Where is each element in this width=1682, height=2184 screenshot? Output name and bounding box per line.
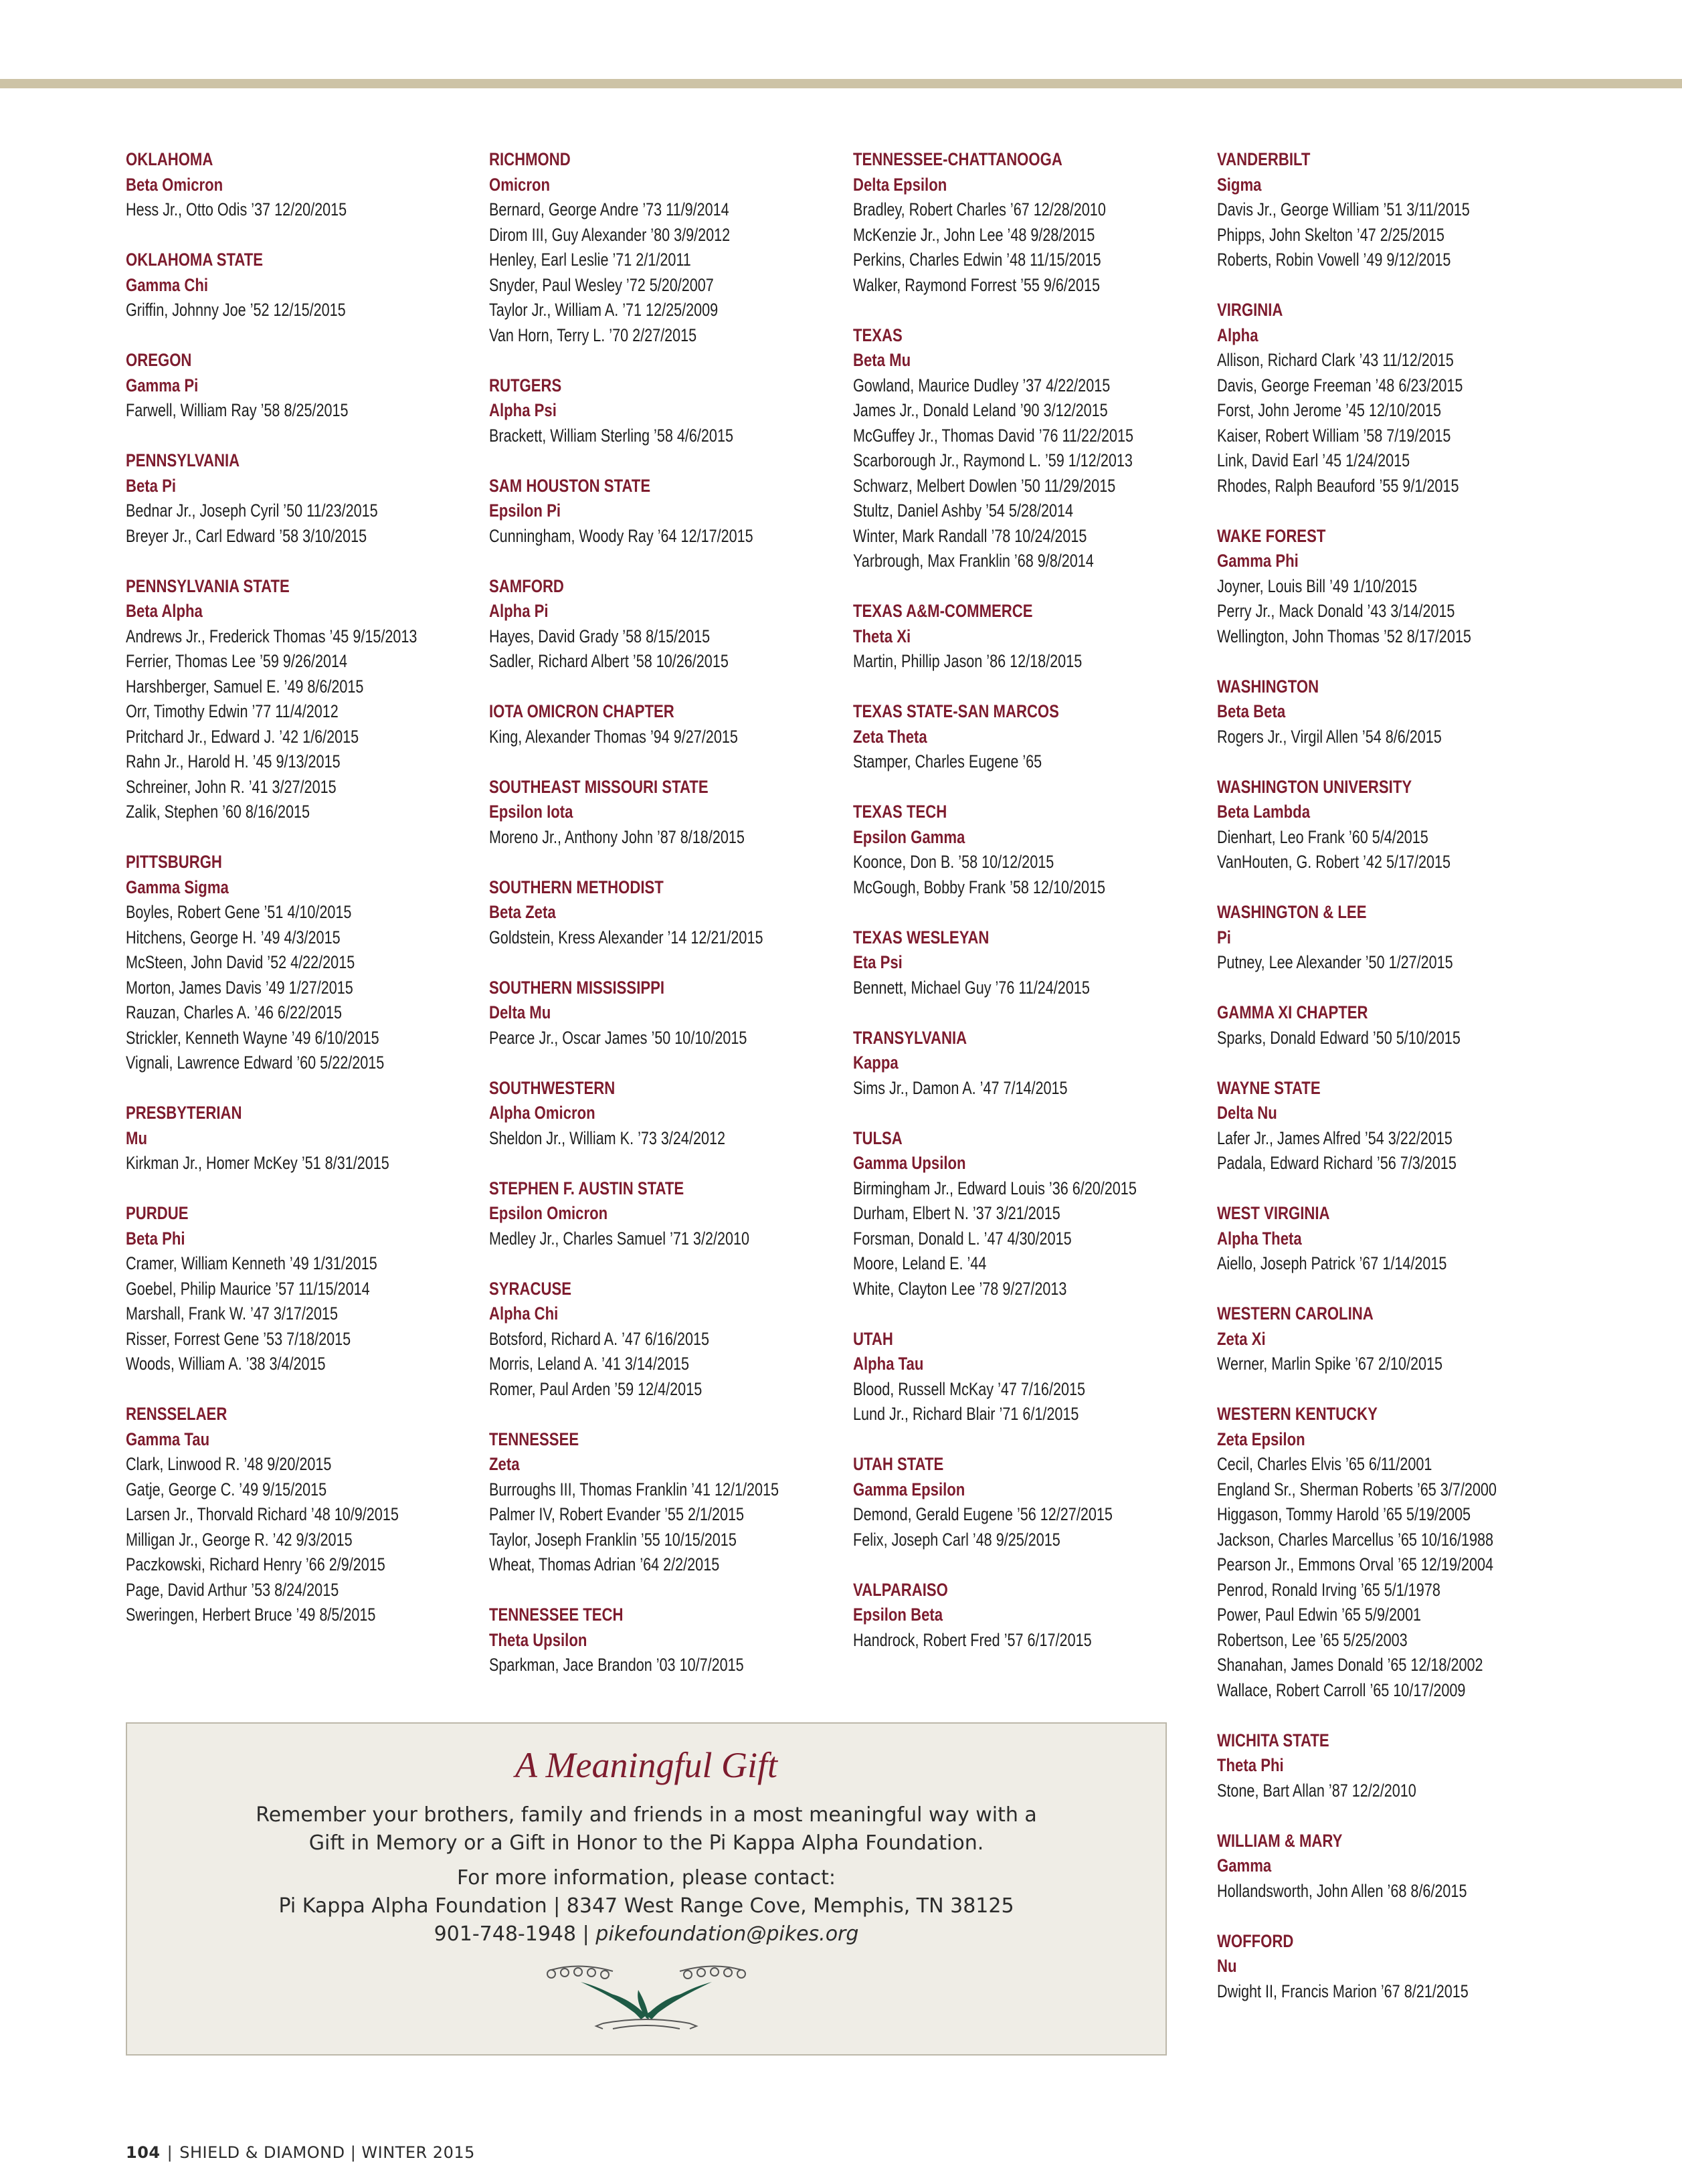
chapter-name: Gamma Phi (1217, 551, 1299, 571)
school-section (1217, 775, 1552, 875)
member-entry: Cecil, Charles Elvis ’65 6/11/2001 (1217, 1454, 1432, 1474)
chapter-name: Gamma Tau (126, 1429, 210, 1449)
school-section (126, 1402, 460, 1628)
member-entry: Van Horn, Terry L. ’70 2/27/2015 (489, 325, 697, 345)
member-entry: Gatje, George C. ’49 9/15/2015 (126, 1479, 327, 1499)
school-section (489, 1603, 824, 1678)
school-section (126, 850, 460, 1076)
member-entry: Phipps, John Skelton ’47 2/25/2015 (1217, 224, 1444, 245)
member-entry: Woods, William A. ’38 3/4/2015 (126, 1354, 326, 1374)
chapter-name: Theta Upsilon (489, 1629, 587, 1650)
member-entry: Taylor Jr., William A. ’71 12/25/2009 (489, 300, 719, 320)
school-section (489, 474, 824, 549)
school-section (853, 323, 1188, 574)
school-heading: PENNSYLVANIA STATE (126, 575, 290, 596)
member-entry: Perry Jr., Mack Donald ’43 3/14/2015 (1217, 601, 1455, 621)
school-section (853, 147, 1188, 298)
member-entry: Brackett, William Sterling ’58 4/6/2015 (489, 425, 733, 446)
member-entry: Vignali, Lawrence Edward ’60 5/22/2015 (126, 1053, 385, 1073)
member-entry: Putney, Lee Alexander ’50 1/27/2015 (1217, 952, 1453, 972)
member-entry: Dirom III, Guy Alexander ’80 3/9/2012 (489, 224, 731, 245)
chapter-name: Kappa (853, 1053, 899, 1073)
school-heading: SOUTHERN METHODIST (489, 877, 664, 897)
member-entry: McKenzie Jr., John Lee ’48 9/28/2015 (853, 224, 1095, 245)
gift-text-line: Remember your brothers, family and friends in a most meaningful way with a (256, 1803, 1037, 1827)
chapter-name: Zeta Xi (1217, 1328, 1266, 1349)
member-entry: Sadler, Richard Albert ’58 10/26/2015 (489, 651, 729, 671)
chapter-name: Delta Epsilon (853, 174, 947, 195)
school-section (853, 1452, 1188, 1552)
school-section (853, 1327, 1188, 1427)
gift-callout-box (126, 1722, 1167, 2056)
school-heading: RENSSELAER (126, 1404, 227, 1424)
member-entry: Ferrier, Thomas Lee ’59 9/26/2014 (126, 651, 348, 671)
school-section (126, 1201, 460, 1377)
school-heading: IOTA OMICRON CHAPTER (489, 701, 674, 721)
member-entry: Lund Jr., Richard Blair ’71 6/1/2015 (853, 1404, 1079, 1424)
member-entry: King, Alexander Thomas ’94 9/27/2015 (489, 726, 738, 747)
member-entry: Wallace, Robert Carroll ’65 10/17/2009 (1217, 1679, 1466, 1700)
gift-address: Pi Kappa Alpha Foundation | 8347 West Range Cove, Memphis, TN 38125 (278, 1894, 1014, 1918)
school-section (489, 1277, 824, 1402)
school-heading: WICHITA STATE (1217, 1730, 1329, 1750)
member-entry: Paczkowski, Richard Henry ’66 2/9/2015 (126, 1554, 385, 1574)
chapter-name: Beta Pi (126, 475, 177, 496)
member-entry: Marshall, Frank W. ’47 3/17/2015 (126, 1303, 338, 1324)
school-heading: PENNSYLVANIA (126, 450, 240, 470)
school-section (853, 699, 1188, 775)
school-section (1217, 900, 1552, 976)
school-section (1217, 1201, 1552, 1277)
school-heading: UTAH (853, 1328, 893, 1349)
school-heading: WILLIAM & MARY (1217, 1830, 1343, 1851)
school-heading: WAKE FOREST (1217, 525, 1326, 546)
member-entry: Sweringen, Herbert Bruce ’49 8/5/2015 (126, 1605, 376, 1625)
publication-name: SHIELD & DIAMOND | WINTER 2015 (179, 2143, 475, 2162)
school-heading: WEST VIRGINIA (1217, 1203, 1330, 1223)
member-entry: Scarborough Jr., Raymond L. ’59 1/12/2013 (853, 450, 1133, 470)
member-entry: Risser, Forrest Gene ’53 7/18/2015 (126, 1328, 351, 1349)
school-heading: VALPARAISO (853, 1579, 948, 1600)
school-heading: WESTERN KENTUCKY (1217, 1404, 1378, 1424)
member-entry: Morton, James Davis ’49 1/27/2015 (126, 977, 353, 998)
chapter-name: Alpha Omicron (489, 1103, 595, 1123)
member-entry: Walker, Raymond Forrest ’55 9/6/2015 (853, 274, 1100, 295)
school-section (1217, 1000, 1552, 1051)
member-entry: Henley, Earl Leslie ’71 2/1/2011 (489, 250, 691, 270)
member-entry: Botsford, Richard A. ’47 6/16/2015 (489, 1328, 710, 1349)
school-heading: VANDERBILT (1217, 149, 1311, 169)
member-entry: Goldstein, Kress Alexander ’14 12/21/2015 (489, 927, 763, 947)
member-entry: Burroughs III, Thomas Franklin ’41 12/1/2015 (489, 1479, 779, 1499)
chapter-name: Epsilon Iota (489, 802, 573, 822)
chapter-name: Pi (1217, 927, 1231, 947)
member-entry: Page, David Arthur ’53 8/24/2015 (126, 1579, 339, 1600)
school-section (1217, 1728, 1552, 1804)
member-entry: Stamper, Charles Eugene ’65 (853, 751, 1042, 771)
member-entry: Winter, Mark Randall ’78 10/24/2015 (853, 525, 1087, 546)
gift-contact-heading: For more information, please contact: (456, 1866, 836, 1890)
school-section (853, 800, 1188, 900)
school-section (489, 1076, 824, 1152)
member-entry: Bennett, Michael Guy ’76 11/24/2015 (853, 977, 1090, 998)
member-entry: Harshberger, Samuel E. ’49 8/6/2015 (126, 676, 364, 697)
page-number: 104 (126, 2143, 161, 2162)
school-heading: TENNESSEE TECH (489, 1605, 624, 1625)
school-heading: RUTGERS (489, 375, 562, 395)
member-entry: Cramer, William Kenneth ’49 1/31/2015 (126, 1253, 377, 1273)
member-entry: Bernard, George Andre ’73 11/9/2014 (489, 199, 729, 219)
member-entry: Power, Paul Edwin ’65 5/9/2001 (1217, 1605, 1422, 1625)
member-entry: Boyles, Robert Gene ’51 4/10/2015 (126, 902, 352, 922)
member-entry: Birmingham Jr., Edward Louis ’36 6/20/2015 (853, 1178, 1137, 1198)
member-entry: Hess Jr., Otto Odis ’37 12/20/2015 (126, 199, 347, 219)
member-entry: Joyner, Louis Bill ’49 1/10/2015 (1217, 575, 1418, 596)
member-entry: Werner, Marlin Spike ’67 2/10/2015 (1217, 1354, 1442, 1374)
school-section (1217, 1829, 1552, 1904)
member-entry: Cunningham, Woody Ray ’64 12/17/2015 (489, 525, 753, 546)
member-entry: Zalik, Stephen ’60 8/16/2015 (126, 802, 310, 822)
school-heading: SOUTHEAST MISSOURI STATE (489, 776, 709, 797)
school-heading: WASHINGTON UNIVERSITY (1217, 776, 1412, 797)
member-entry: Wheat, Thomas Adrian ’64 2/2/2015 (489, 1554, 720, 1574)
member-entry: Perkins, Charles Edwin ’48 11/15/2015 (853, 250, 1101, 270)
top-divider-rule (0, 79, 1682, 88)
school-heading: SYRACUSE (489, 1278, 572, 1299)
school-section (1217, 298, 1552, 498)
member-entry: VanHouten, G. Robert ’42 5/17/2015 (1217, 852, 1451, 872)
member-entry: Forsman, Donald L. ’47 4/30/2015 (853, 1228, 1072, 1249)
member-entry: Moreno Jr., Anthony John ’87 8/18/2015 (489, 826, 745, 847)
school-section (853, 925, 1188, 1001)
chapter-name: Beta Alpha (126, 601, 203, 621)
member-entry: Breyer Jr., Carl Edward ’58 3/10/2015 (126, 525, 367, 546)
school-heading: WOFFORD (1217, 1930, 1294, 1951)
gift-email-link[interactable]: pikefoundation@pikes.org (595, 1922, 859, 1946)
school-section (126, 348, 460, 424)
school-heading: OKLAHOMA (126, 149, 213, 169)
school-section (489, 699, 824, 749)
member-entry: England Sr., Sherman Roberts ’65 3/7/2000 (1217, 1479, 1497, 1499)
member-entry: Sparkman, Jace Brandon ’03 10/7/2015 (489, 1655, 744, 1675)
member-entry: Milligan Jr., George R. ’42 9/3/2015 (126, 1529, 353, 1550)
member-entry: Larsen Jr., Thorvald Richard ’48 10/9/2015 (126, 1504, 399, 1524)
gift-title: A Meaningful Gift (515, 1745, 777, 1785)
school-section (1217, 147, 1552, 273)
member-entry: Davis, George Freeman ’48 6/23/2015 (1217, 375, 1463, 395)
chapter-name: Alpha Theta (1217, 1228, 1302, 1249)
school-section (489, 875, 824, 951)
member-entry: Morris, Leland A. ’41 3/14/2015 (489, 1354, 689, 1374)
school-section (853, 1026, 1188, 1101)
school-heading: TEXAS STATE-SAN MARCOS (853, 701, 1059, 721)
member-entry: Schreiner, John R. ’41 3/27/2015 (126, 776, 337, 797)
school-heading: GAMMA XI CHAPTER (1217, 1002, 1368, 1022)
member-entry: Robertson, Lee ’65 5/25/2003 (1217, 1629, 1408, 1650)
member-entry: Allison, Richard Clark ’43 11/12/2015 (1217, 350, 1454, 370)
school-section (1217, 1402, 1552, 1703)
school-section (1217, 674, 1552, 750)
chapter-name: Zeta Epsilon (1217, 1429, 1305, 1449)
chapter-name: Epsilon Pi (489, 500, 561, 521)
member-entry: Stone, Bart Allan ’87 12/2/2010 (1217, 1780, 1416, 1801)
column-2 (489, 147, 824, 1703)
column-3 (853, 147, 1188, 1678)
school-section (489, 1176, 824, 1252)
member-entry: Demond, Gerald Eugene ’56 12/27/2015 (853, 1504, 1113, 1524)
member-entry: Aiello, Joseph Patrick ’67 1/14/2015 (1217, 1253, 1447, 1273)
chapter-name: Omicron (489, 174, 551, 195)
member-entry: Dienhart, Leo Frank ’60 5/4/2015 (1217, 826, 1428, 847)
chapter-name: Alpha Chi (489, 1303, 559, 1324)
school-heading: SOUTHWESTERN (489, 1077, 616, 1098)
member-entry: Gowland, Maurice Dudley ’37 4/22/2015 (853, 375, 1111, 395)
school-section (1217, 1076, 1552, 1176)
school-section (489, 147, 824, 348)
member-entry: Davis Jr., George William ’51 3/11/2015 (1217, 199, 1470, 219)
school-heading: TENNESSEE-CHATTANOOGA (853, 149, 1062, 169)
school-section (489, 976, 824, 1051)
member-entry: McSteen, John David ’52 4/22/2015 (126, 952, 355, 972)
chapter-name: Gamma (1217, 1855, 1272, 1876)
school-section (126, 147, 460, 223)
chapter-name: Alpha Tau (853, 1354, 924, 1374)
school-heading: STEPHEN F. AUSTIN STATE (489, 1178, 684, 1198)
member-entry: James Jr., Donald Leland ’90 3/12/2015 (853, 400, 1108, 420)
school-heading: VIRGINIA (1217, 300, 1283, 320)
member-entry: Pearson Jr., Emmons Orval ’65 12/19/2004 (1217, 1554, 1494, 1574)
school-heading: OREGON (126, 350, 192, 370)
member-entry: Rahn Jr., Harold H. ’45 9/13/2015 (126, 751, 341, 771)
column-4 (1217, 147, 1552, 2029)
chapter-name: Alpha Psi (489, 400, 557, 420)
chapter-name: Mu (126, 1127, 147, 1148)
school-heading: SAM HOUSTON STATE (489, 475, 651, 496)
school-heading: RICHMOND (489, 149, 571, 169)
school-heading: TEXAS (853, 325, 903, 345)
member-entry: Roberts, Robin Vowell ’49 9/12/2015 (1217, 250, 1451, 270)
member-entry: Moore, Leland E. ’44 (853, 1253, 987, 1273)
member-entry: Hayes, David Grady ’58 8/15/2015 (489, 626, 711, 646)
member-entry: Padala, Edward Richard ’56 7/3/2015 (1217, 1153, 1457, 1173)
chapter-name: Epsilon Gamma (853, 826, 965, 847)
member-entry: Jackson, Charles Marcellus ’65 10/16/1988 (1217, 1529, 1494, 1550)
chapter-name: Alpha (1217, 325, 1258, 345)
footer-separator: | (167, 2143, 173, 2162)
school-heading: TEXAS TECH (853, 802, 947, 822)
school-section (126, 1101, 460, 1176)
member-entry: Wellington, John Thomas ’52 8/17/2015 (1217, 626, 1471, 646)
school-section (1217, 1301, 1552, 1377)
school-section (489, 775, 824, 850)
school-heading: PURDUE (126, 1203, 189, 1223)
member-entry: Pritchard Jr., Edward J. ’42 1/6/2015 (126, 726, 359, 747)
school-heading: TEXAS A&M-COMMERCE (853, 601, 1033, 621)
chapter-name: Beta Lambda (1217, 802, 1311, 822)
member-entry: Pearce Jr., Oscar James ’50 10/10/2015 (489, 1027, 747, 1048)
school-heading: WAYNE STATE (1217, 1077, 1321, 1098)
school-heading: SAMFORD (489, 575, 564, 596)
chapter-name: Epsilon Beta (853, 1605, 943, 1625)
chapter-name: Beta Phi (126, 1228, 185, 1249)
chapter-name: Theta Phi (1217, 1755, 1284, 1775)
member-entry: Felix, Joseph Carl ’48 9/25/2015 (853, 1529, 1060, 1550)
chapter-name: Nu (1217, 1956, 1237, 1976)
chapter-name: Delta Nu (1217, 1103, 1277, 1123)
member-entry: Schwarz, Melbert Dowlen ’50 11/29/2015 (853, 475, 1116, 496)
gift-text-line: Gift in Memory or a Gift in Honor to the Pi Kappa Alpha Foundation. (308, 1831, 984, 1855)
member-entry: Handrock, Robert Fred ’57 6/17/2015 (853, 1629, 1092, 1650)
member-entry: Sparks, Donald Edward ’50 5/10/2015 (1217, 1027, 1461, 1048)
school-heading: TRANSYLVANIA (853, 1027, 967, 1048)
member-entry: Koonce, Don B. ’58 10/12/2015 (853, 852, 1054, 872)
school-section (1217, 524, 1552, 650)
member-entry: Stultz, Daniel Ashby ’54 5/28/2014 (853, 500, 1074, 521)
school-section (126, 248, 460, 323)
school-heading: PITTSBURGH (126, 852, 222, 872)
gift-contact-line (127, 1920, 1165, 1948)
member-entry: Kaiser, Robert William ’58 7/19/2015 (1217, 425, 1451, 446)
school-section (853, 599, 1188, 674)
member-entry: Sheldon Jr., William K. ’73 3/24/2012 (489, 1127, 725, 1148)
member-entry: Hitchens, George H. ’49 4/3/2015 (126, 927, 341, 947)
member-entry: Strickler, Kenneth Wayne ’49 6/10/2015 (126, 1027, 379, 1048)
school-section (489, 574, 824, 674)
chapter-name: Gamma Sigma (126, 877, 229, 897)
chapter-name: Gamma Pi (126, 375, 199, 395)
member-entry: Shanahan, James Donald ’65 12/18/2002 (1217, 1655, 1483, 1675)
chapter-name: Gamma Chi (126, 274, 209, 295)
school-section (853, 1578, 1188, 1653)
member-entry: Medley Jr., Charles Samuel ’71 3/2/2010 (489, 1228, 750, 1249)
member-entry: Kirkman Jr., Homer McKey ’51 8/31/2015 (126, 1153, 389, 1173)
member-entry: Dwight II, Francis Marion ’67 8/21/2015 (1217, 1981, 1469, 2001)
member-entry: Blood, Russell McKay ’47 7/16/2015 (853, 1378, 1086, 1399)
column-1 (126, 147, 460, 1653)
chapter-name: Alpha Pi (489, 601, 549, 621)
chapter-name: Gamma Upsilon (853, 1153, 966, 1173)
school-heading: WESTERN CAROLINA (1217, 1303, 1374, 1324)
member-entry: White, Clayton Lee ’78 9/27/2013 (853, 1278, 1067, 1299)
member-entry: Lafer Jr., James Alfred ’54 3/22/2015 (1217, 1127, 1453, 1148)
school-section (853, 1126, 1188, 1302)
chapter-name: Epsilon Omicron (489, 1203, 608, 1223)
member-entry: Sims Jr., Damon A. ’47 7/14/2015 (853, 1077, 1068, 1098)
school-heading: TENNESSEE (489, 1429, 579, 1449)
member-entry: Bradley, Robert Charles ’67 12/28/2010 (853, 199, 1106, 219)
member-entry: McGough, Bobby Frank ’58 12/10/2015 (853, 877, 1106, 897)
member-entry: Romer, Paul Arden ’59 12/4/2015 (489, 1378, 703, 1399)
member-entry: Griffin, Johnny Joe ’52 12/15/2015 (126, 300, 346, 320)
chapter-name: Sigma (1217, 174, 1262, 195)
member-entry: Higgason, Tommy Harold ’65 5/19/2005 (1217, 1504, 1471, 1524)
member-entry: Orr, Timothy Edwin ’77 11/4/2012 (126, 701, 339, 721)
chapter-name: Zeta (489, 1454, 520, 1474)
school-heading: WASHINGTON (1217, 676, 1319, 697)
member-entry: Bednar Jr., Joseph Cyril ’50 11/23/2015 (126, 500, 378, 521)
school-heading: WASHINGTON & LEE (1217, 902, 1367, 922)
chapter-name: Theta Xi (853, 626, 911, 646)
chapter-name: Beta Mu (853, 350, 911, 370)
member-entry: Rauzan, Charles A. ’46 6/22/2015 (126, 1002, 343, 1022)
member-entry: Clark, Linwood R. ’48 9/20/2015 (126, 1454, 332, 1474)
chapter-name: Gamma Epsilon (853, 1479, 965, 1499)
gift-phone: 901-748-1948 | (434, 1922, 589, 1946)
member-entry: Farwell, William Ray ’58 8/25/2015 (126, 400, 349, 420)
member-entry: Penrod, Ronald Irving ’65 5/1/1978 (1217, 1579, 1440, 1600)
member-entry: McGuffey Jr., Thomas David ’76 11/22/2015 (853, 425, 1134, 446)
page-footer (126, 2143, 475, 2162)
chapter-name: Beta Omicron (126, 174, 223, 195)
school-heading: UTAH STATE (853, 1454, 944, 1474)
member-entry: Snyder, Paul Wesley ’72 5/20/2007 (489, 274, 714, 295)
member-entry: Palmer IV, Robert Evander ’55 2/1/2015 (489, 1504, 745, 1524)
lily-of-the-valley-emblem-icon (539, 1962, 753, 2035)
member-entry: Rhodes, Ralph Beauford ’55 9/1/2015 (1217, 475, 1459, 496)
chapter-name: Delta Mu (489, 1002, 551, 1022)
school-heading: SOUTHERN MISSISSIPPI (489, 977, 665, 998)
school-section (126, 448, 460, 549)
member-entry: Durham, Elbert N. ’37 3/21/2015 (853, 1203, 1060, 1223)
member-entry: Forst, John Jerome ’45 12/10/2015 (1217, 400, 1442, 420)
member-entry: Goebel, Philip Maurice ’57 11/15/2014 (126, 1278, 370, 1299)
school-heading: TULSA (853, 1127, 903, 1148)
member-entry: Martin, Phillip Jason ’86 12/18/2015 (853, 651, 1083, 671)
chapter-name: Beta Zeta (489, 902, 556, 922)
school-section (489, 1427, 824, 1578)
chapter-name: Eta Psi (853, 952, 903, 972)
member-entry: Yarbrough, Max Franklin ’68 9/8/2014 (853, 551, 1094, 571)
member-entry: Link, David Earl ’45 1/24/2015 (1217, 450, 1410, 470)
member-entry: Taylor, Joseph Franklin ’55 10/15/2015 (489, 1529, 737, 1550)
school-heading: PRESBYTERIAN (126, 1103, 242, 1123)
member-entry: Andrews Jr., Frederick Thomas ’45 9/15/2013 (126, 626, 417, 646)
member-entry: Rogers Jr., Virgil Allen ’54 8/6/2015 (1217, 726, 1442, 747)
school-section (126, 574, 460, 825)
school-heading: TEXAS WESLEYAN (853, 927, 990, 947)
school-section (1217, 1929, 1552, 2005)
school-heading: OKLAHOMA STATE (126, 250, 263, 270)
chapter-name: Beta Beta (1217, 701, 1286, 721)
member-entry: Hollandsworth, John Allen ’68 8/6/2015 (1217, 1880, 1467, 1901)
school-section (489, 373, 824, 449)
chapter-name: Zeta Theta (853, 726, 927, 747)
